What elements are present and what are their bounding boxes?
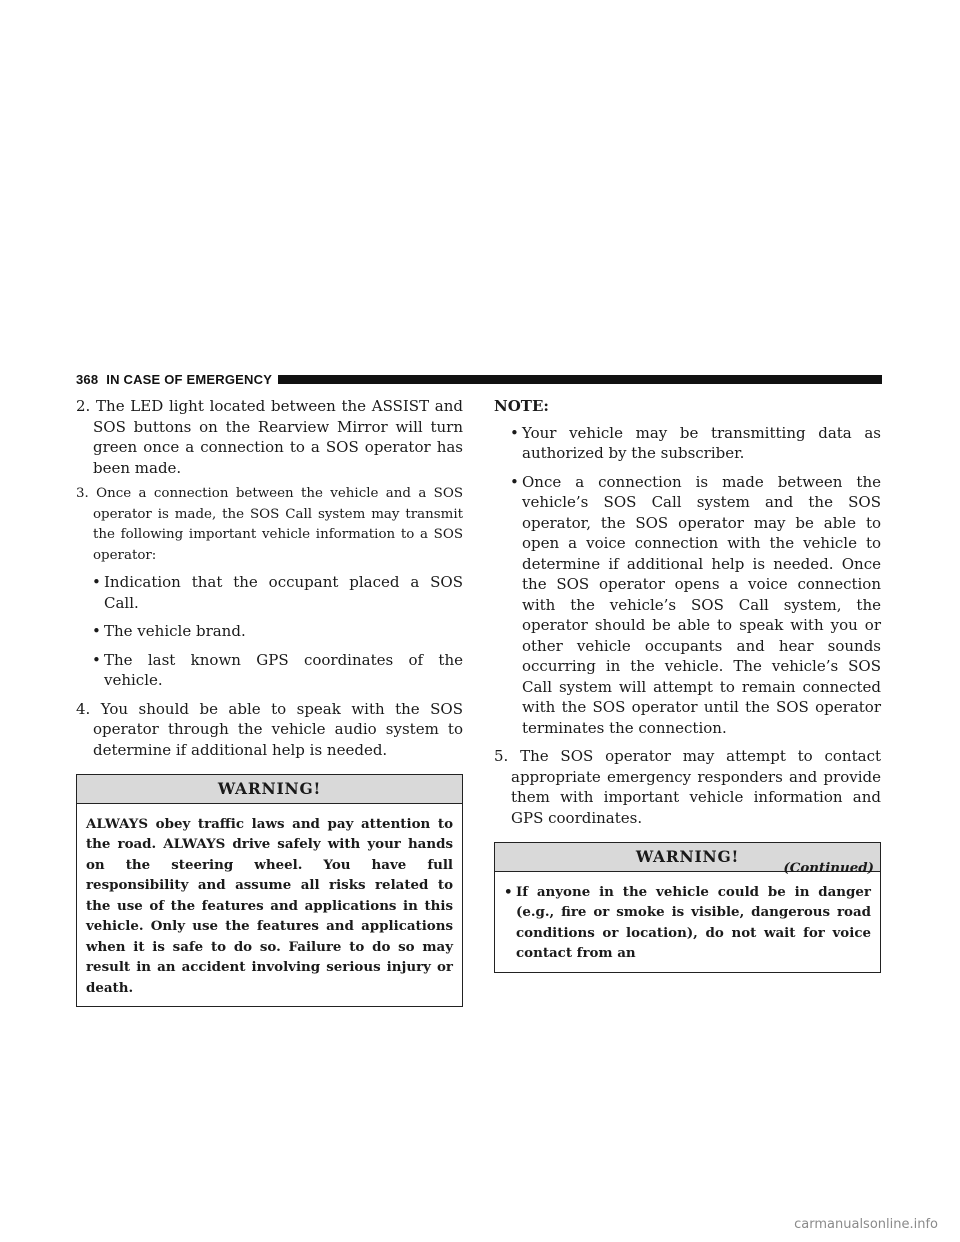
right-column bbox=[494, 396, 881, 973]
warning-box bbox=[76, 774, 463, 1007]
list-item: • If anyone in the vehicle could be in danger (e.g., fire or smoke is visible, dangerous road conditions or location), do not wait for voice contact from an bbox=[504, 883, 871, 961]
left-column bbox=[76, 396, 463, 1007]
list-item: • The last known GPS coordinates of the vehicle. bbox=[92, 650, 463, 689]
step-2: 2. The LED light located between the ASSIST and SOS buttons on the Rearview Mirror will turn green once a connection to a SOS operator has been made. bbox=[76, 397, 463, 477]
step-4: 4. You should be able to speak with the SOS operator through the vehicle audio system to determine if additional help is needed. bbox=[76, 699, 463, 759]
bullet-icon: • bbox=[510, 472, 519, 491]
running-header bbox=[76, 371, 882, 387]
step-3-bullets bbox=[76, 572, 463, 691]
bullet-icon: • bbox=[510, 423, 519, 442]
list-item: • The vehicle brand. bbox=[92, 622, 246, 640]
warning-title: WARNING! bbox=[495, 843, 880, 872]
watermark: carmanualsonline.info bbox=[794, 1217, 938, 1232]
list-item: • Your vehicle may be transmitting data as authorized by the subscriber. bbox=[510, 423, 881, 462]
continued-label: (Continued) bbox=[783, 860, 874, 876]
list-item: • Once a connection is made between the vehicle’s SOS Call system and the SOS operator, the SOS operator may be able to open a voice connection with the vehicle to determine if additional help is needed. Once the SOS operator opens a voice connection with the vehicle’s SOS Call system, the operator should be able to speak with you or other vehicle occupants and hear sounds occurring in the vehicle. The vehicle’s SOS Call system will attempt to remain connected with the SOS operator until the SOS operator terminates the connection. bbox=[510, 472, 881, 737]
page-number: 368 bbox=[76, 371, 99, 387]
warning-text: ALWAYS obey traffic laws and pay attention to the road. ALWAYS drive safely with your hands on the steering wheel. You have full responsibility and assume all risks related to the use of the features and applications in this vehicle. Only use the features and applications when it is safe to do so. Failure to do so may result in an accident involving serious injury or death. bbox=[86, 815, 453, 996]
header-rule bbox=[278, 375, 882, 384]
note-bullets bbox=[494, 423, 881, 739]
list-item: • Indication that the occupant placed a SOS Call. bbox=[92, 573, 463, 612]
bullet-icon: • bbox=[92, 622, 101, 640]
bullet-icon: • bbox=[92, 573, 101, 591]
bullet-icon: • bbox=[504, 883, 513, 900]
note-title: NOTE: bbox=[494, 397, 549, 415]
section-title: IN CASE OF EMERGENCY bbox=[106, 371, 273, 387]
warning-title: WARNING! bbox=[77, 775, 462, 804]
warning-text bbox=[495, 872, 880, 972]
bullet-icon: • bbox=[92, 650, 101, 669]
step-5: 5. The SOS operator may attempt to contact appropriate emergency responders and provide them with important vehicle information and GPS coordinates. bbox=[494, 747, 881, 827]
step-3: 3. Once a connection between the vehicle and a SOS operator is made, the SOS Call system may transmit the following important vehicle information to a SOS operator: bbox=[76, 486, 463, 563]
